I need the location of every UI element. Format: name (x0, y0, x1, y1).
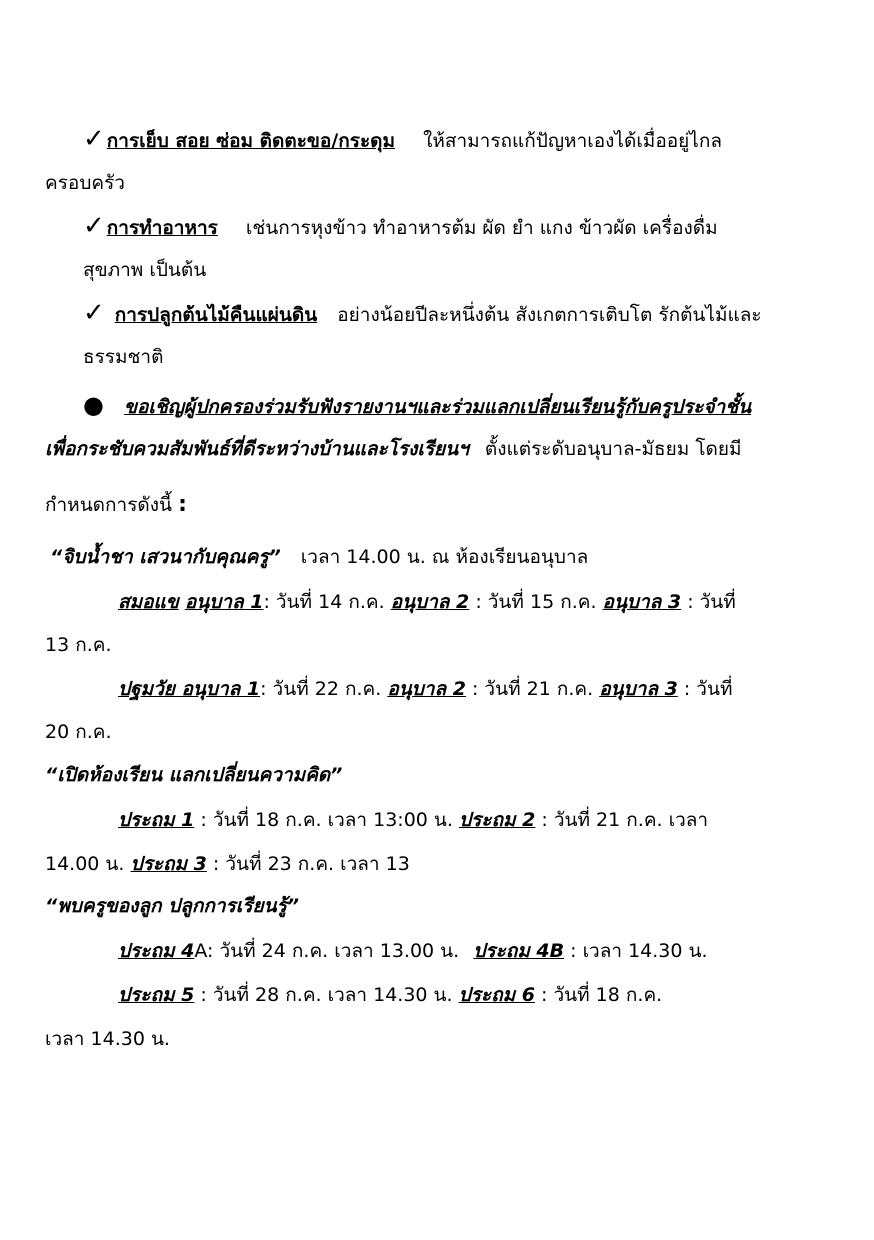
invitation-line-2 (45, 434, 742, 464)
pathum-k3: อนุบาล 3 (599, 678, 678, 700)
grade-p2-time: 14.00 น. (45, 853, 125, 875)
grade-p5: ประถม 5 (118, 984, 195, 1006)
item-sewing-cont: ครอบครัว (45, 172, 125, 194)
samo-k1: อนุบาล 1 (184, 591, 264, 613)
check-icon: ✓ (83, 298, 105, 328)
invitation-line-3 (45, 490, 187, 520)
tea-session-heading (50, 542, 588, 572)
item-planting-title: การปลูกต้นไม้คืนแผ่นดิน (114, 304, 318, 326)
item-cooking-desc: เช่นการหุงข้าว ทำอาหารต้ม ผัด ยำ แกง ข้าวผัด เครื่องดื่ม (245, 217, 718, 239)
meet-teacher-title (45, 891, 299, 921)
item-planting-desc: อย่างน้อยปีละหนึ่งต้น สังเกตการเติบโต รักต้นไม้และ (337, 304, 762, 326)
samo-cont: 13 ก.ค. (45, 634, 112, 656)
grade-p1-info: : วันที่ 18 ก.ค. เวลา 13:00 น. (200, 809, 453, 831)
grade-p2: ประถม 2 (459, 809, 536, 831)
invitation-heading: ขอเชิญผู้ปกครองร่วมรับฟังรายงานฯและร่วมแลกเปลี่ยนเรียนรู้กับครูประจำชั้น (123, 396, 752, 418)
grade-p4a-suffix: A (194, 940, 208, 962)
meet-line-3: เวลา 14.30 น. (45, 1028, 170, 1050)
bullet-icon: ● (83, 391, 104, 419)
grade-p6-info: : วันที่ 18 ก.ค. (541, 984, 663, 1006)
pathum-k3-date: : วันที่ (683, 678, 733, 700)
samo-k2: อนุบาล 2 (390, 591, 470, 613)
item-sewing (83, 124, 722, 156)
invitation-line-1 (83, 390, 751, 422)
samo-k2-date: : วันที่ 15 ก.ค. (475, 591, 597, 613)
meet-line-1 (118, 936, 708, 966)
item-planting-cont: ธรรมชาติ (83, 346, 164, 368)
open-class-title (45, 760, 342, 790)
tea-session-info: เวลา 14.00 น. ณ ห้องเรียนอนุบาล (300, 546, 589, 568)
samo-k1-date: : วันที่ 14 ก.ค. (263, 591, 385, 613)
pathum-k1-date: : วันที่ 22 ก.ค. (260, 678, 382, 700)
item-sewing-title: การเย็บ สอย ซ่อม ติดตะขอ/กระดุม (106, 130, 396, 152)
item-cooking-title: การทำอาหาร (106, 217, 218, 239)
school-pathum-k1: ปฐมวัย อนุบาล 1 (118, 678, 261, 700)
item-cooking-cont: สุขภาพ เป็นต้น (83, 259, 207, 281)
item-planting (83, 298, 762, 330)
schedule-label: กำหนดการดังนี้ (45, 494, 173, 516)
grade-p6: ประถม 6 (458, 984, 535, 1006)
school-samo: สมอแข (118, 591, 179, 613)
grade-p4b: ประถม 4B (473, 940, 565, 962)
tea-pathum-line (118, 674, 732, 704)
grade-p5-info: : วันที่ 28 ก.ค. เวลา 14.30 น. (200, 984, 453, 1006)
samo-k3: อนุบาล 3 (602, 591, 682, 613)
open-class-heading: “เปิดห้องเรียน แลกเปลี่ยนความคิด” (45, 764, 343, 786)
open-class-line-2 (45, 849, 438, 879)
pathum-k2-date: : วันที่ 21 ก.ค. (471, 678, 594, 700)
invitation-purpose: เพื่อกระชับควมสัมพันธ์ที่ดีระหว่างบ้านและโรงเรียนฯ (45, 438, 469, 460)
grade-p1: ประถม 1 (118, 809, 195, 831)
meet-teacher-heading: “พบครูของลูก ปลูกการเรียนรู้” (45, 895, 300, 917)
item-sewing-desc: ให้สามารถแก้ปัญหาเองได้เมื่ออยู่ไกล (423, 130, 722, 152)
tea-session-title: “จิบน้ำชา เสวนากับคุณครู” (50, 546, 281, 568)
grade-p3-info: : วันที่ 23 ก.ค. เวลา 13 (212, 853, 410, 875)
grade-p2-info: : วันที่ 21 ก.ค. เวลา (541, 809, 709, 831)
grade-p3-info-clipped (213, 849, 438, 879)
pathum-cont: 20 ก.ค. (45, 721, 112, 743)
grade-p4a: ประถม 4 (118, 940, 195, 962)
open-class-line-1 (118, 805, 708, 835)
item-cooking (83, 211, 718, 243)
grade-p4a-info: : วันที่ 24 ก.ค. เวลา 13.00 น. (207, 940, 460, 962)
check-icon: ✓ (83, 124, 105, 154)
tea-samo-line (118, 587, 736, 617)
grade-p4b-info: : เวลา 14.30 น. (570, 940, 708, 962)
pathum-k2: อนุบาล 2 (387, 678, 466, 700)
check-icon: ✓ (83, 211, 105, 241)
meet-line-2 (118, 980, 662, 1010)
schedule-colon: : (178, 492, 187, 517)
invitation-levels: ตั้งแต่ระดับอนุบาล-มัธยม โดยมี (484, 438, 742, 460)
grade-p3: ประถม 3 (130, 853, 207, 875)
samo-k3-date: : วันที่ (687, 591, 736, 613)
